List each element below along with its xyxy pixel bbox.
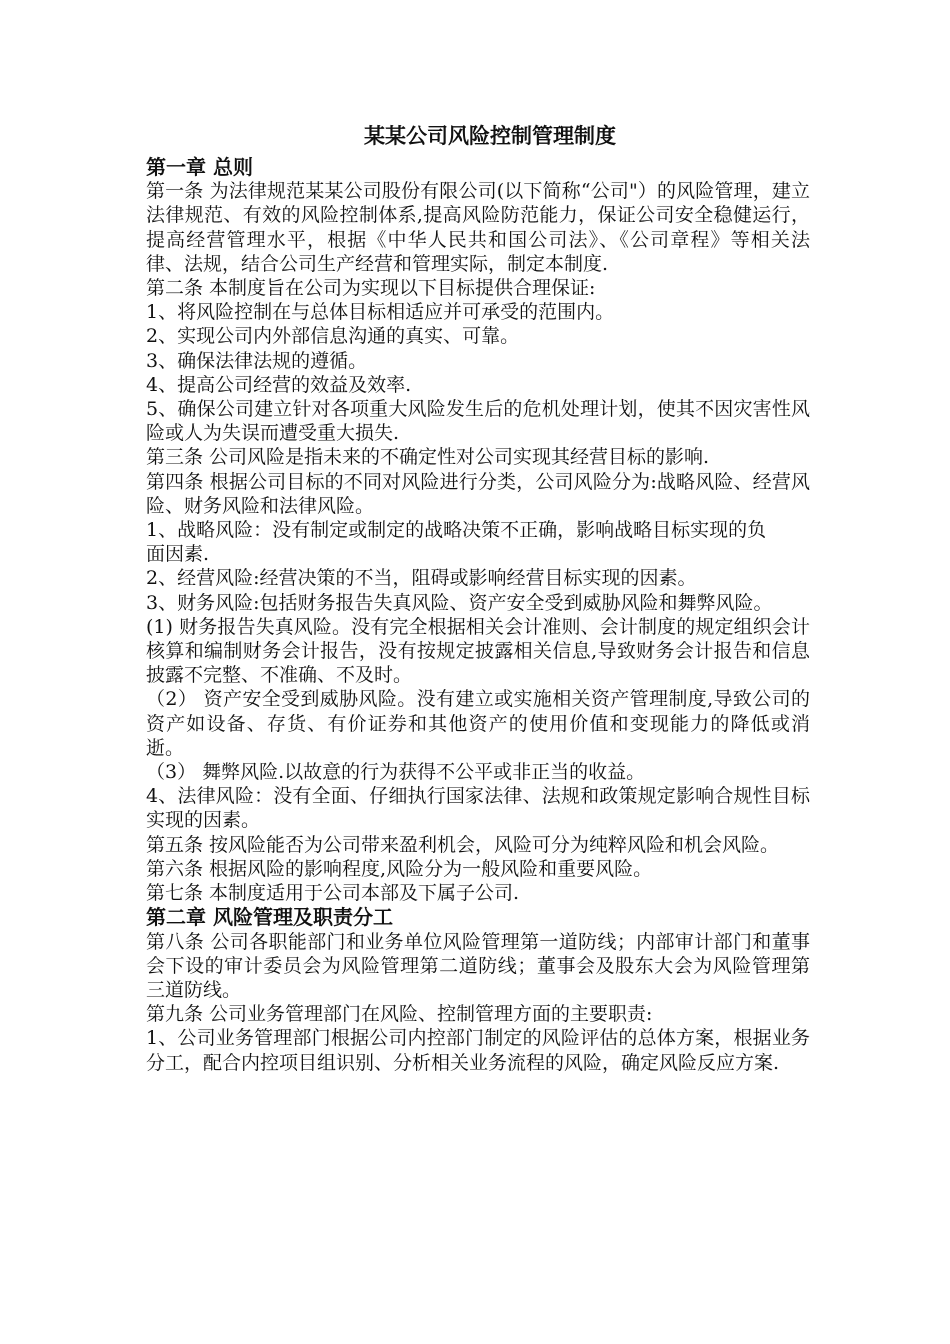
article-4-item-3: 3、财务风险:包括财务报告失真风险、资产安全受到威胁风险和舞弊风险。 [146, 591, 773, 614]
article-4-item-3-sub-1: (1) 财务报告失真风险。没有完全根据相关会计准则、会计制度的规定组织会计核算和编制财务会计报告，没有按规定披露相关信息,导致财务会计报告和信息披露不完整、不准确、不及时。 [146, 615, 810, 687]
article-2-item-4: 4、提高公司经营的效益及效率. [146, 373, 412, 396]
article-7: 第七条 本制度适用于公司本部及下属子公司. [146, 882, 520, 905]
article-9: 第九条 公司业务管理部门在风险、控制管理方面的主要职责: [146, 1003, 653, 1026]
document-title: 某某公司风险控制管理制度 [364, 124, 616, 148]
article-5: 第五条 按风险能否为公司带来盈利机会，风险可分为纯粹风险和机会风险。 [146, 833, 780, 856]
article-4-item-2: 2、经营风险:经营决策的不当，阻碍或影响经营目标实现的因素。 [146, 567, 697, 590]
article-4-item-4: 4、法律风险：没有全面、仔细执行国家法律、法规和政策规定影响合规性目标实现的因素。 [146, 785, 810, 832]
document-page [146, 121, 810, 1075]
chapter-2-heading: 第二章 风险管理及职责分工 [146, 905, 393, 930]
article-3: 第三条 公司风险是指未来的不确定性对公司实现其经营目标的影响. [146, 446, 710, 469]
article-4-item-1: 1、战略风险：没有制定或制定的战略决策不正确，影响战略目标实现的负 [146, 519, 767, 542]
article-2-item-1: 1、将风险控制在与总体目标相适应并可承受的范围内。 [146, 301, 615, 324]
article-4-item-3-sub-2: （2） 资产安全受到威胁风险。没有建立或实施相关资产管理制度,导致公司的资产如设备、存货、有价证券和其他资产的使用价值和变现能力的降低或消逝。 [146, 688, 810, 759]
article-1: 第一条 为法律规范某某公司股份有限公司(以下简称“公司"）的风险管理，建立法律规范、有效的风险控制体系,提高风险防范能力，保证公司安全稳健运行，提高经营管理水平，根据《中华人民共和国公司法》、《公司章程》等相关法律、法规，结合公司生产经营和管理实际，制定本制度. [146, 180, 810, 275]
article-8: 第八条 公司各职能部门和业务单位风险管理第一道防线；内部审计部门和董事会下设的审计委员会为风险管理第二道防线；董事会及股东大会为风险管理第三道防线。 [146, 930, 810, 1001]
chapter-1-heading: 第一章 总则 [146, 155, 253, 179]
article-2-item-3: 3、确保法律法规的遵循。 [146, 349, 368, 372]
article-4-item-1-continued: 面因素. [146, 543, 210, 566]
article-2-item-2: 2、实现公司内外部信息沟通的真实、可靠。 [146, 325, 520, 348]
article-4-item-3-sub-3: （3） 舞弊风险.以故意的行为获得不公平或非正当的收益。 [146, 761, 646, 784]
article-6: 第六条 根据风险的影响程度,风险分为一般风险和重要风险。 [146, 857, 653, 880]
article-9-item-1: 1、公司业务管理部门根据公司内控部门制定的风险评估的总体方案，根据业务分工，配合内控项目组识别、分析相关业务流程的风险，确定风险反应方案. [146, 1027, 810, 1074]
article-2: 第二条 本制度旨在公司为实现以下目标提供合理保证: [146, 277, 596, 300]
article-2-item-5: 5、确保公司建立针对各项重大风险发生后的危机处理计划，使其不因灾害性风险或人为失误而遭受重大损失. [146, 398, 810, 445]
article-4: 第四条 根据公司目标的不同对风险进行分类，公司风险分为:战略风险、经营风险、财务风险和法律风险。 [146, 470, 810, 517]
